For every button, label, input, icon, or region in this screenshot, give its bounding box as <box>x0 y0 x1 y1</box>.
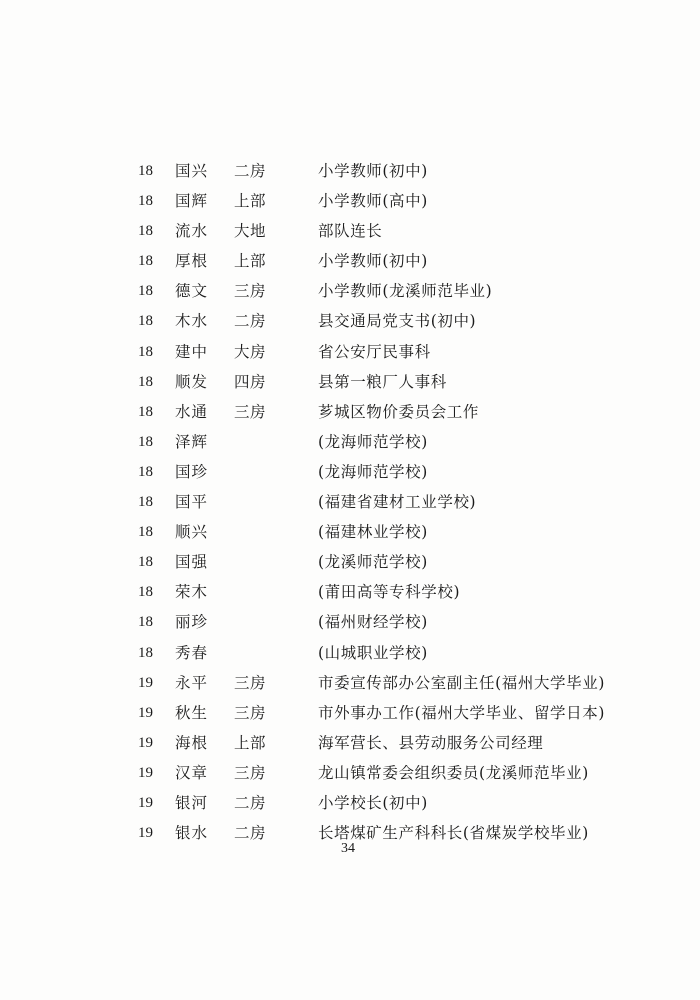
generation-number: 18 <box>138 223 153 240</box>
list-row <box>0 668 700 698</box>
person-name: 国强 <box>175 553 209 572</box>
generation-number: 19 <box>138 674 153 691</box>
occupation-note: 小学教师(高中) <box>318 192 428 211</box>
list-row <box>0 788 700 818</box>
list-row <box>0 216 700 246</box>
generation-number: 18 <box>138 554 153 571</box>
list-row <box>0 186 700 216</box>
person-name: 海根 <box>175 733 209 752</box>
list-row <box>0 337 700 367</box>
list-row <box>0 638 700 668</box>
generation-number: 19 <box>138 734 153 751</box>
generation-number: 18 <box>138 403 153 420</box>
family-branch: 四房 <box>234 372 267 391</box>
generation-number: 18 <box>138 163 153 179</box>
generation-number: 19 <box>138 704 153 721</box>
family-branch: 三房 <box>234 703 267 722</box>
occupation-note: 省公安厅民事科 <box>318 342 431 361</box>
occupation-note: 市委宣传部办公室副主任(福州大学毕业) <box>318 673 605 692</box>
person-name: 国兴 <box>175 162 209 180</box>
person-name: 银河 <box>175 793 209 812</box>
generation-number: 18 <box>138 343 153 360</box>
occupation-note: 市外事办工作(福州大学毕业、留学日本) <box>318 703 605 722</box>
occupation-note: 小学教师(初中) <box>318 252 428 271</box>
person-name: 永平 <box>175 673 209 692</box>
page-number: 34 <box>341 841 355 856</box>
list-row <box>0 367 700 397</box>
occupation-note: 小学教师(初中) <box>318 162 428 180</box>
list-row <box>0 728 700 758</box>
list-row <box>0 276 700 306</box>
occupation-note: (福建林业学校) <box>318 523 428 542</box>
person-name: 丽珍 <box>175 613 209 632</box>
list-row <box>0 487 700 517</box>
person-name: 国珍 <box>175 462 209 481</box>
list-row <box>0 457 700 487</box>
family-branch: 二房 <box>234 793 267 812</box>
occupation-note: 小学教师(龙溪师范毕业) <box>318 282 493 301</box>
list-row <box>0 758 700 788</box>
occupation-note: 小学校长(初中) <box>318 793 428 812</box>
list-row <box>0 577 700 607</box>
generation-number: 18 <box>138 313 153 330</box>
generation-number: 19 <box>138 825 153 842</box>
person-name: 荣木 <box>175 583 209 602</box>
generation-number: 18 <box>138 524 153 541</box>
occupation-note: 长塔煤矿生产科科长(省煤炭学校毕业) <box>318 824 589 843</box>
list-row <box>0 306 700 336</box>
person-name: 银水 <box>175 824 209 843</box>
person-name: 国平 <box>175 493 209 512</box>
list-row <box>0 427 700 457</box>
person-name: 汉章 <box>175 763 209 782</box>
generation-number: 18 <box>138 644 153 661</box>
list-row <box>0 156 700 186</box>
occupation-note: (龙海师范学校) <box>318 462 428 481</box>
person-name: 顺兴 <box>175 523 209 542</box>
occupation-note: (山城职业学校) <box>318 643 428 662</box>
family-branch: 三房 <box>234 673 267 692</box>
occupation-note: 县第一粮厂人事科 <box>318 372 447 391</box>
list-row <box>0 517 700 547</box>
genealogy-list <box>0 156 700 848</box>
occupation-note: (龙溪师范学校) <box>318 553 428 572</box>
person-name: 木水 <box>175 312 209 331</box>
occupation-note: (龙海师范学校) <box>318 432 428 451</box>
occupation-note: 芗城区物价委员会工作 <box>318 402 480 421</box>
list-row <box>0 607 700 637</box>
person-name: 国辉 <box>175 192 209 211</box>
generation-number: 19 <box>138 764 153 781</box>
family-branch: 大地 <box>234 222 267 241</box>
person-name: 秀春 <box>175 643 209 662</box>
person-name: 德文 <box>175 282 209 301</box>
generation-number: 18 <box>138 614 153 631</box>
person-name: 流水 <box>175 222 209 241</box>
family-branch: 二房 <box>234 162 267 180</box>
generation-number: 18 <box>138 253 153 270</box>
generation-number: 18 <box>138 433 153 450</box>
family-branch: 三房 <box>234 282 267 301</box>
occupation-note: 县交通局党支书(初中) <box>318 312 477 331</box>
occupation-note: 龙山镇常委会组织委员(龙溪师范毕业) <box>318 763 589 782</box>
person-name: 顺发 <box>175 372 209 391</box>
person-name: 厚根 <box>175 252 209 271</box>
person-name: 泽辉 <box>175 432 209 451</box>
generation-number: 19 <box>138 794 153 811</box>
family-branch: 三房 <box>234 763 267 782</box>
occupation-note: 海军营长、县劳动服务公司经理 <box>318 733 544 752</box>
person-name: 建中 <box>175 342 209 361</box>
list-row <box>0 246 700 276</box>
person-name: 秋生 <box>175 703 209 722</box>
list-row <box>0 698 700 728</box>
family-branch: 上部 <box>234 252 267 271</box>
generation-number: 18 <box>138 584 153 601</box>
family-branch: 二房 <box>234 312 267 331</box>
generation-number: 18 <box>138 283 153 300</box>
family-branch: 上部 <box>234 192 267 211</box>
generation-number: 18 <box>138 494 153 511</box>
occupation-note: 部队连长 <box>318 222 383 241</box>
occupation-note: (福州财经学校) <box>318 613 428 632</box>
list-row <box>0 547 700 577</box>
person-name: 水通 <box>175 402 209 421</box>
occupation-note: (莆田高等专科学校) <box>318 583 461 602</box>
generation-number: 18 <box>138 373 153 390</box>
family-branch: 大房 <box>234 342 267 361</box>
list-row <box>0 397 700 427</box>
family-branch: 二房 <box>234 824 267 843</box>
generation-number: 18 <box>138 463 153 480</box>
occupation-note: (福建省建材工业学校) <box>318 493 477 512</box>
family-branch: 三房 <box>234 402 267 421</box>
generation-number: 18 <box>138 193 153 210</box>
family-branch: 上部 <box>234 733 267 752</box>
